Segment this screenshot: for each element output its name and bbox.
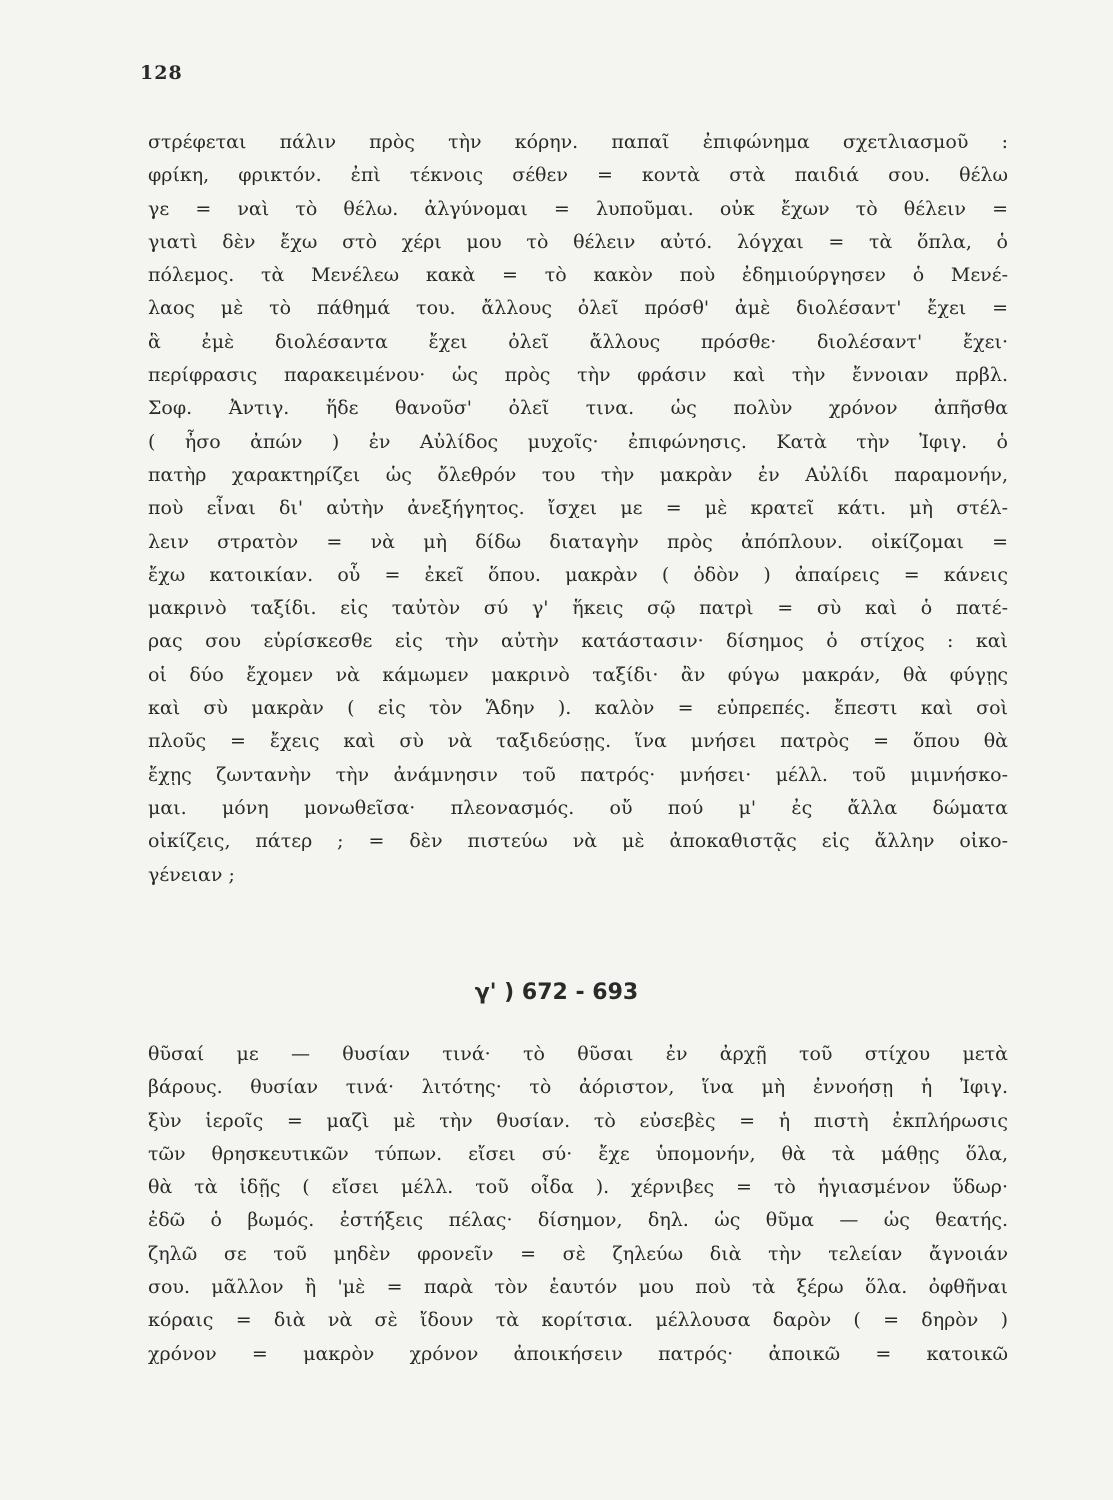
- text-line: γε = ναὶ τὸ θέλω. ἀλγύνομαι = λυποῦμαι. οὐκ ἔχων τὸ θέλειν =: [148, 197, 1008, 220]
- paragraph-commentary-2: [148, 1038, 1008, 1371]
- text-line: χρόνον = μακρὸν χρόνον ἀποικήσειν πατρός· ἀποικῶ = κατοικῶ: [148, 1342, 1008, 1365]
- text-line: γένειαν ;: [148, 863, 235, 886]
- text-line: πόλεμος. τὰ Μενέλεω κακὰ = τὸ κακὸν ποὺ ἐδημιούργησεν ὁ Μενέ-: [148, 264, 1008, 287]
- text-line: καὶ σὺ μακρὰν ( εἰς τὸν Ἅδην ). καλὸν = εὐπρεπές. ἔπεστι καὶ σοὶ: [148, 697, 1008, 720]
- text-line: βάρους. θυσίαν τινά· λιτότης· τὸ ἀόριστον, ἵνα μὴ ἐννοήσῃ ἡ Ἰφιγ.: [148, 1076, 1008, 1099]
- text-line: ἐδῶ ὁ βωμός. ἐστήξεις πέλας· δίσημον, δηλ. ὡς θῦμα — ὡς θεατής.: [148, 1209, 1008, 1232]
- text-line: λαος μὲ τὸ πάθημά του. ἄλλους ὀλεῖ πρόσθ' ἀμὲ διολέσαντ' ἔχει =: [148, 297, 1008, 320]
- text-line: πατὴρ χαρακτηρίζει ὡς ὄλεθρόν του τὴν μακρὰν ἐν Αὐλίδι παραμονήν,: [148, 463, 1008, 486]
- text-line: θῦσαί με — θυσίαν τινά· τὸ θῦσαι ἐν ἀρχῇ τοῦ στίχου μετὰ: [148, 1043, 1008, 1065]
- text-line: περίφρασις παρακειμένου· ὡς πρὸς τὴν φράσιν καὶ τὴν ἔννοιαν πρβλ.: [148, 364, 1008, 387]
- text-line: ἃ ἐμὲ διολέσαντα ἔχει ὀλεῖ ἄλλους πρόσθε· διολέσαντ' ἔχει·: [148, 330, 1008, 353]
- text-line: θὰ τὰ ἰδῇς ( εἴσει μέλλ. τοῦ οἶδα ). χέρνιβες = τὸ ἡγιασμένον ὕδωρ·: [148, 1176, 1008, 1199]
- text-line: ζηλῶ σε τοῦ μηδὲν φρονεῖν = σὲ ζηλεύω διὰ τὴν τελείαν ἄγνοιάν: [148, 1242, 1008, 1265]
- text-line: οἱ δύο ἔχομεν νὰ κάμωμεν μακρινὸ ταξίδι· ἂν φύγω μακράν, θὰ φύγῃς: [148, 663, 1008, 686]
- text-line: πλοῦς = ἔχεις καὶ σὺ νὰ ταξιδεύσῃς. ἵνα μνήσει πατρὸς = ὅπου θὰ: [148, 730, 1008, 753]
- text-line: ἔχῃς ζωντανὴν τὴν ἀνάμνησιν τοῦ πατρός· μνήσει· μέλλ. τοῦ μιμνήσκο-: [148, 763, 1008, 786]
- text-line: ἔχω κατοικίαν. οὗ = ἐκεῖ ὅπου. μακρὰν ( ὁδὸν ) ἀπαίρεις = κάνεις: [148, 563, 1008, 586]
- text-line: οἰκίζεις, πάτερ ; = δὲν πιστεύω νὰ μὲ ἀποκαθιστᾷς εἰς ἄλλην οἰκο-: [148, 830, 1008, 853]
- text-line: ποὺ εἶναι δι' αὐτὴν ἀνεξήγητος. ἴσχει με = μὲ κρατεῖ κάτι. μὴ στέλ-: [148, 497, 1008, 520]
- section-heading: γ' ) 672 - 693: [474, 980, 639, 1005]
- text-line: μαι. μόνη μονωθεῖσα· πλεονασμός. οὔ πού μ' ἐς ἄλλα δώματα: [148, 796, 1008, 819]
- page-number: 128: [140, 62, 183, 84]
- text-line: τῶν θρησκευτικῶν τύπων. εἴσει σύ· ἔχε ὑπομονήν, θὰ τὰ μάθῃς ὅλα,: [148, 1142, 1008, 1165]
- text-line: σου. μᾶλλον ἢ 'μὲ = παρὰ τὸν ἑαυτόν μου ποὺ τὰ ξέρω ὅλα. ὀφθῆναι: [148, 1276, 1008, 1299]
- paragraph-commentary-1: [148, 126, 1008, 892]
- text-line: Σοφ. Ἀντιγ. ἥδε θανοῦσ' ὀλεῖ τινα. ὡς πολὺν χρόνον ἀπῆσθα: [148, 397, 1008, 420]
- text-line: φρίκη, φρικτόν. ἐπὶ τέκνοις σέθεν = κοντὰ στὰ παιδιά σου. θέλω: [148, 164, 1008, 187]
- text-line: μακρινὸ ταξίδι. εἰς ταὐτὸν σύ γ' ἥκεις σῷ πατρὶ = σὺ καὶ ὁ πατέ-: [148, 597, 1008, 620]
- text-line: κόραις = διὰ νὰ σὲ ἴδουν τὰ κορίτσια. μέλλουσα δαρὸν ( = δηρὸν ): [148, 1309, 1008, 1332]
- text-line: ρας σου εὑρίσκεσθε εἰς τὴν αὐτὴν κατάστασιν· δίσημος ὁ στίχος : καὶ: [148, 630, 1008, 653]
- text-line: λειν στρατὸν = νὰ μὴ δίδω διαταγὴν πρὸς ἀπόπλουν. οἰκίζομαι =: [148, 530, 1008, 553]
- text-line: στρέφεται πάλιν πρὸς τὴν κόρην. παπαῖ ἐπιφώνημα σχετλιασμοῦ :: [148, 131, 1008, 153]
- text-line: ξὺν ἱεροῖς = μαζὶ μὲ τὴν θυσίαν. τὸ εὐσεβὲς = ἡ πιστὴ ἐκπλήρωσις: [148, 1109, 1008, 1132]
- text-line: ( ἦσο ἀπών ) ἐν Αὐλίδος μυχοῖς· ἐπιφώνησις. Κατὰ τὴν Ἰφιγ. ὁ: [148, 430, 1008, 453]
- text-line: γιατὶ δὲν ἔχω στὸ χέρι μου τὸ θέλειν αὐτό. λόγχαι = τὰ ὅπλα, ὁ: [148, 230, 1008, 253]
